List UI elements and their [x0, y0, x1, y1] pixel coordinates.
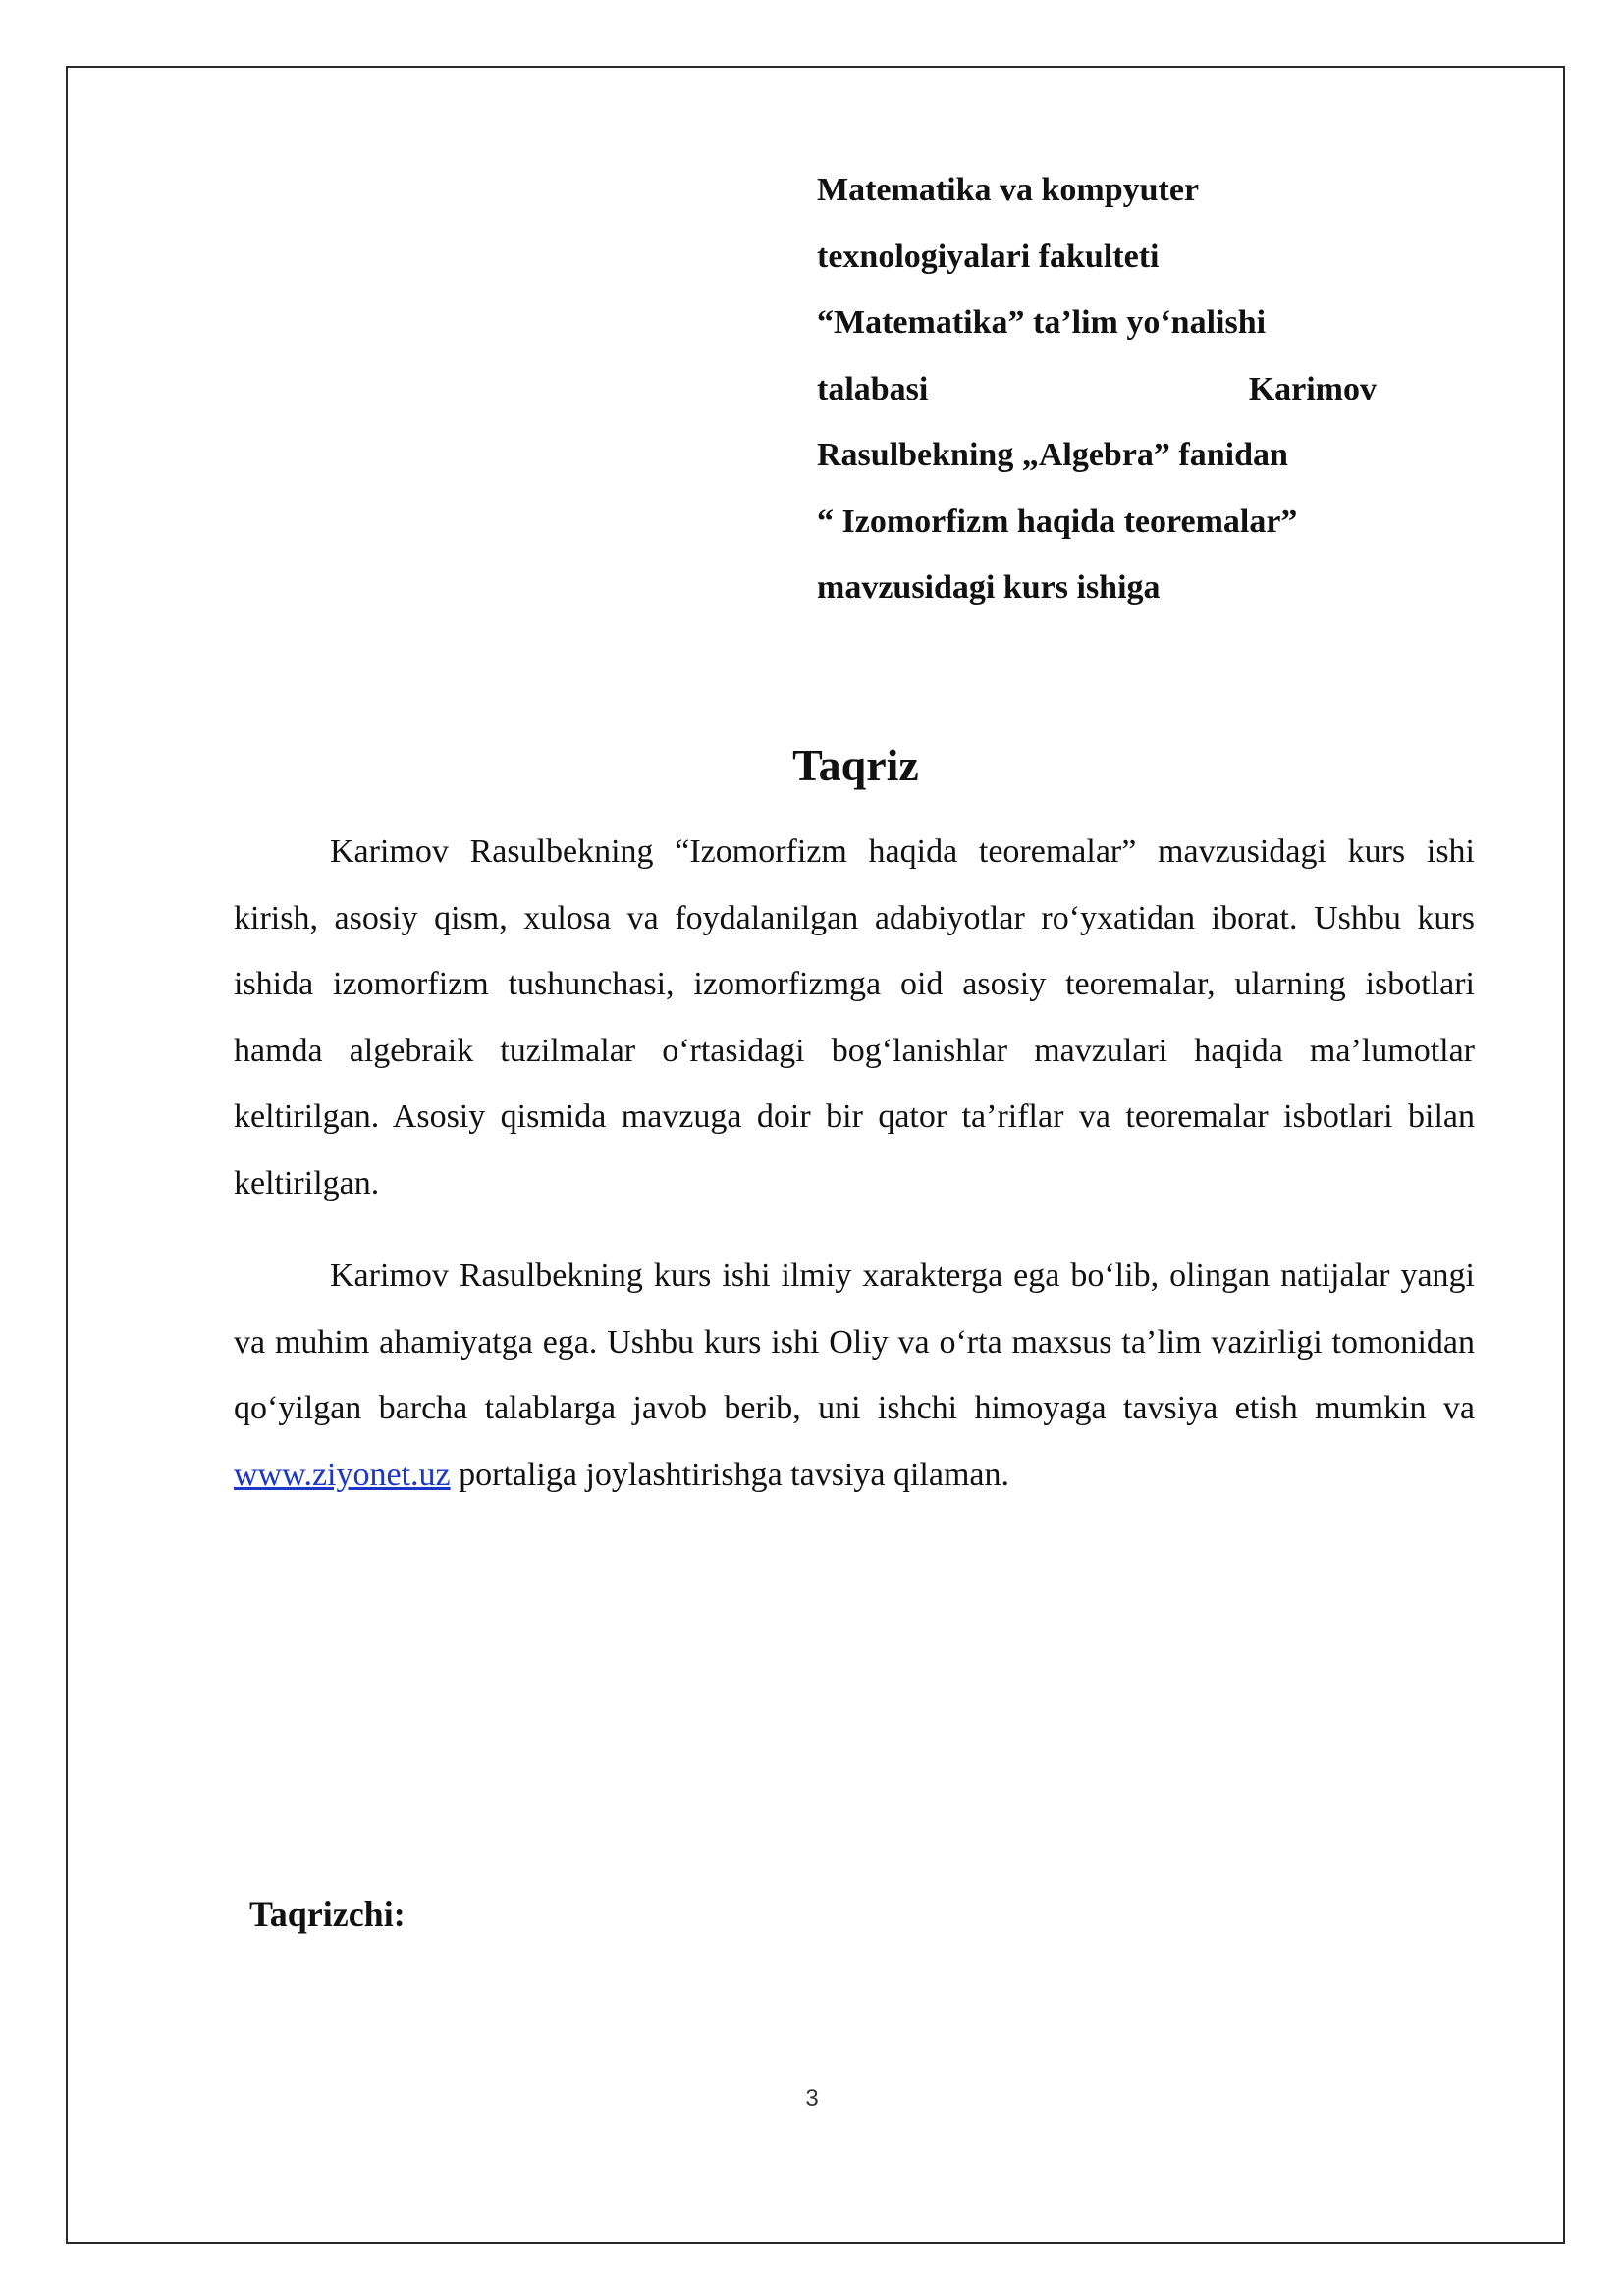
addressee-line: Matematika va kompyuter [817, 172, 1200, 208]
review-paragraph-2 [234, 1243, 1475, 1508]
paragraph-text [234, 1243, 1475, 1508]
ziyonet-link[interactable]: www.ziyonet.uz [234, 1456, 451, 1493]
reviewer-label: Taqrizchi: [249, 1895, 406, 1934]
addressee-line: mavzusidagi kurs ishiga [817, 569, 1161, 606]
review-paragraph-1 [234, 819, 1475, 1216]
addressee-word: Karimov [1248, 370, 1377, 407]
addressee-line: texnologiyalari fakulteti [817, 238, 1160, 275]
addressee-line: “Matematika” ta’lim yo‘nalishi [817, 304, 1267, 341]
addressee-word: talabasi [817, 370, 929, 407]
document-title: Taqriz [792, 740, 919, 790]
addressee-line: “ Izomorfizm haqida teoremalar” [817, 503, 1298, 540]
paragraph-text: Karimov Rasulbekning “Izomorfizm haqida teoremalar” mavzusidagi kurs ishi kirish, asosiy qism, xulosa va foydalanilgan adabiyotlar ro‘yxatidan iborat. Ushbu kurs ishida izomorfizm tushunchasi, izomorfizmga oid asosiy teoremalar, ularning isbotlari hamda algebraik tuzilmalar o‘rtasidagi bog‘lanishlar mavzulari haqida ma’lumotlar keltirilgan. Asosiy qismida mavzuga doir bir qator ta’riflar va teoremalar isbotlari bilan keltirilgan. [234, 833, 1475, 1201]
addressee-line [817, 356, 1377, 423]
paragraph-text-start: Karimov Rasulbekning kurs ishi ilmiy xarakterga ega bo‘lib, olingan natijalar yangi va muhim ahamiyatga ega. Ushbu kurs ishi Oliy va o‘rta maxsus ta’lim vazirligi tomonidan qo‘yilgan barcha talablarga javob berib, uni ishchi himoyaga tavsiya etish mumkin va [234, 1257, 1475, 1426]
paragraph-text-end: portaliga joylashtirishga tavsiya qilaman. [450, 1456, 1009, 1493]
addressee-line: Rasulbekning „Algebra” fanidan [817, 437, 1288, 473]
page-number: 3 [805, 2085, 819, 2111]
addressee-block [817, 157, 1377, 621]
